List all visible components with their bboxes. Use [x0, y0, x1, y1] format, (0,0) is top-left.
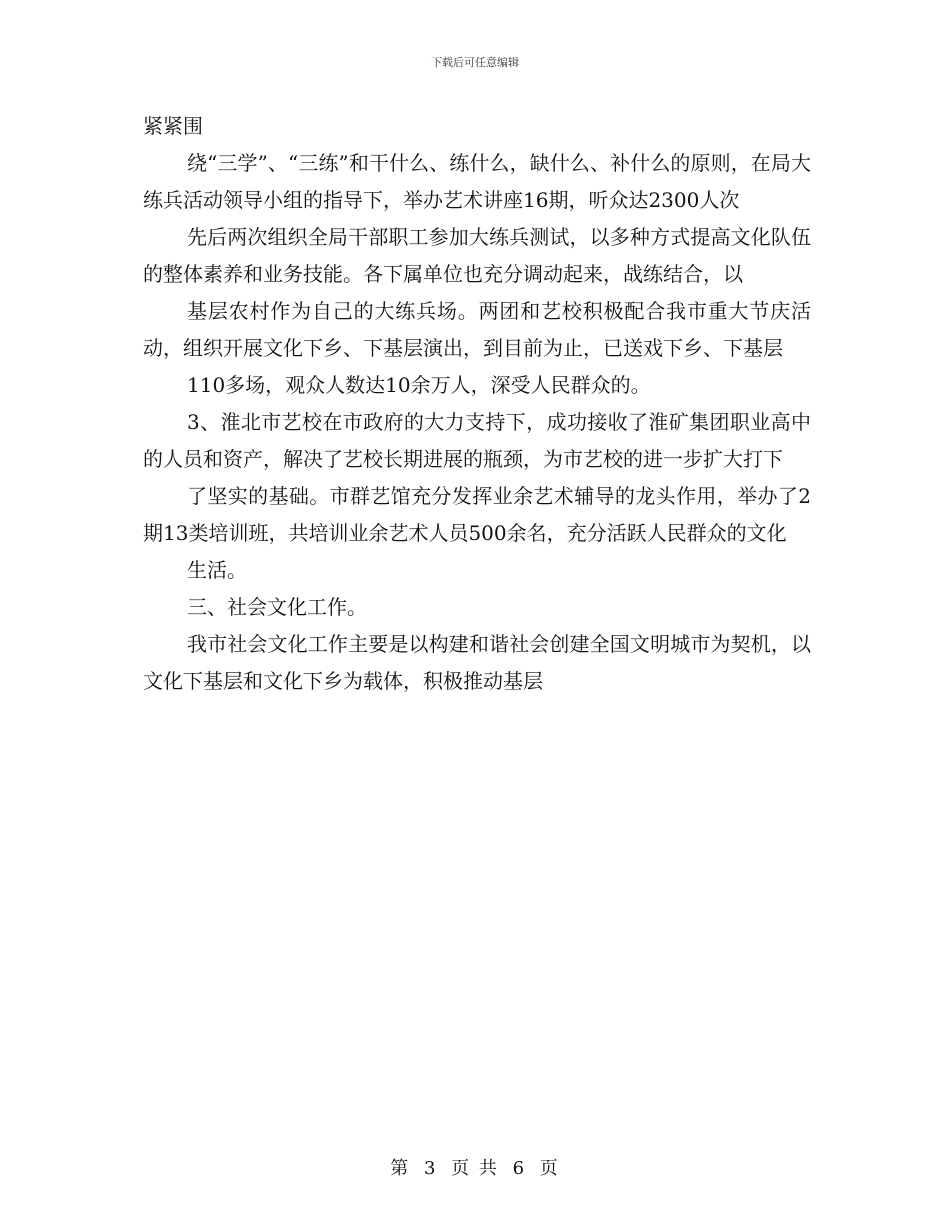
paragraph-2: 绕“三学”、“三练”和干什么、练什么，缺什么、补什么的原则，在局大练兵活动领导小组的指导下，举办艺术讲座16期，听众达2300人次	[143, 151, 811, 212]
paragraph-4: 基层农村作为自己的大练兵场。两团和艺校积极配合我市重大节庆活动，组织开展文化下乡、下基层演出，到目前为止，已送戏下乡、下基层	[143, 299, 811, 360]
paragraph-1: 紧紧围	[143, 114, 203, 138]
paragraph-3: 先后两次组织全局干部职工参加大练兵测试，以多种方式提高文化队伍的整体素养和业务技能。各下属单位也充分调动起来，战练结合，以	[143, 225, 811, 286]
page-header-note: 下载后可任意编辑	[431, 56, 519, 69]
document-body	[143, 108, 811, 700]
paragraph-5: 110多场，观众人数达10余万人，深受人民群众的。	[187, 373, 651, 397]
footer-total-pages: 6	[512, 1158, 527, 1179]
page-footer	[0, 1154, 950, 1180]
paragraph-9: 三、社会文化工作。	[187, 595, 367, 619]
footer-prefix: 第	[390, 1158, 411, 1179]
footer-current-page: 3	[423, 1158, 438, 1179]
paragraph-10: 我市社会文化工作主要是以构建和谐社会创建全国文明城市为契机，以文化下基层和文化下乡为载体，积极推动基层	[143, 632, 811, 693]
footer-suffix: 页	[539, 1158, 560, 1179]
paragraph-8: 生活。	[187, 558, 247, 582]
footer-middle: 页 共	[451, 1158, 499, 1179]
paragraph-7: 了坚实的基础。市群艺馆充分发挥业余艺术辅导的龙头作用，举办了2期13类培训班，共培训业余艺术人员500余名，充分活跃人民群众的文化	[143, 484, 811, 545]
paragraph-6: 3、淮北市艺校在市政府的大力支持下，成功接收了淮矿集团职业高中的人员和资产，解决了艺校长期进展的瓶颈，为市艺校的进一步扩大打下	[143, 410, 811, 471]
